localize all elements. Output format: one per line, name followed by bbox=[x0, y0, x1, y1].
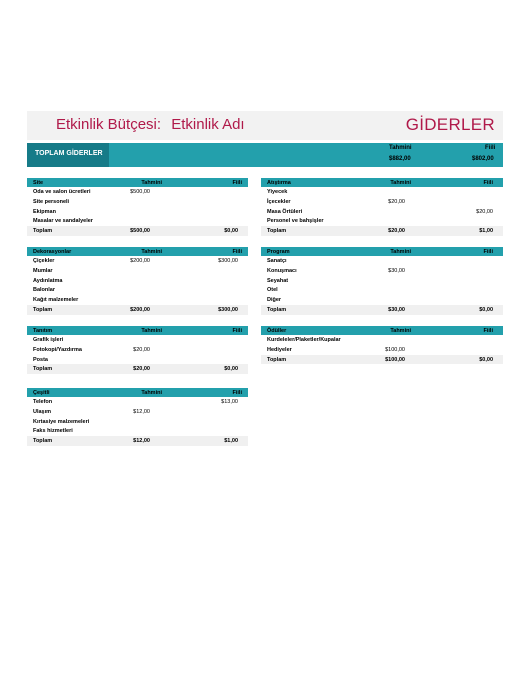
estimated-header: Tahmini bbox=[141, 327, 162, 334]
table-row[interactable] bbox=[261, 207, 503, 217]
row-label: Sanatçı bbox=[267, 258, 287, 264]
section-title: Tanıtım bbox=[33, 327, 53, 334]
total-label: Toplam bbox=[33, 306, 53, 313]
table-row[interactable] bbox=[27, 256, 248, 266]
total-label: Toplam bbox=[267, 306, 287, 313]
section-title: Çeşitli bbox=[33, 389, 50, 396]
total-actual: $0,00 bbox=[479, 356, 493, 363]
total-estimated: $20,00 bbox=[388, 228, 405, 235]
row-label: Diğer bbox=[267, 297, 282, 304]
table-row[interactable] bbox=[27, 207, 248, 217]
table-row[interactable] bbox=[27, 335, 248, 345]
row-label: Yiyecek bbox=[267, 189, 288, 195]
row-label: Faks hizmetleri bbox=[33, 428, 73, 435]
section-decorations bbox=[27, 247, 248, 315]
total-estimated: $500,00 bbox=[130, 228, 150, 235]
total-expenses-label: TOPLAM GİDERLER bbox=[35, 150, 103, 157]
row-label: Masa Örtüleri bbox=[267, 208, 303, 215]
table-row[interactable] bbox=[27, 276, 248, 286]
total-actual: $1,00 bbox=[479, 228, 493, 235]
row-label: Masalar ve sandalyeler bbox=[33, 218, 93, 225]
estimated-header: Tahmini bbox=[390, 179, 411, 186]
total-row bbox=[261, 305, 503, 315]
total-estimated: $12,00 bbox=[133, 438, 150, 445]
total-row bbox=[261, 226, 503, 236]
actual-header: Fiili bbox=[232, 179, 242, 186]
row-label: Aydınlatma bbox=[33, 277, 63, 284]
row-label: Kurdeleler/Plaketler/Kupalar bbox=[267, 337, 341, 343]
row-label: Site personeli bbox=[33, 198, 70, 205]
total-actual-header: Fiili bbox=[485, 145, 496, 151]
section-header bbox=[261, 247, 503, 256]
sheet-heading: GİDERLER bbox=[405, 115, 495, 134]
title-event-name[interactable]: Etkinlik Adı bbox=[171, 116, 245, 133]
table-row[interactable] bbox=[261, 197, 503, 207]
section-miscellaneous bbox=[27, 388, 248, 446]
row-label: Konuşmacı bbox=[267, 267, 297, 274]
row-label: Oda ve salon ücretleri bbox=[33, 189, 91, 195]
section-awards bbox=[261, 326, 503, 364]
estimated-header: Tahmini bbox=[141, 389, 162, 396]
total-actual: $0,00 bbox=[224, 228, 238, 235]
table-row[interactable] bbox=[27, 355, 248, 365]
section-header bbox=[261, 326, 503, 335]
title-budget-label: Etkinlik Bütçesi: bbox=[56, 116, 162, 133]
row-label: Personel ve bahşişler bbox=[267, 218, 324, 225]
actual-header: Fiili bbox=[483, 179, 493, 186]
section-promotion bbox=[27, 326, 248, 374]
estimated-cell[interactable]: $12,00 bbox=[133, 408, 150, 415]
actual-cell[interactable]: $20,00 bbox=[476, 208, 493, 215]
row-label: Hediyeler bbox=[267, 346, 292, 353]
table-row[interactable] bbox=[27, 426, 248, 436]
row-label: Seyahat bbox=[267, 277, 289, 284]
total-row bbox=[27, 305, 248, 315]
actual-header: Fiili bbox=[232, 389, 242, 396]
total-actual: $0,00 bbox=[224, 366, 238, 373]
actual-header: Fiili bbox=[483, 327, 493, 334]
row-label: Posta bbox=[33, 356, 48, 363]
actual-header: Fiili bbox=[232, 327, 242, 334]
total-estimated: $20,00 bbox=[133, 366, 150, 373]
table-row[interactable] bbox=[27, 187, 248, 197]
row-label: Balonlar bbox=[33, 287, 56, 294]
total-estimated: $30,00 bbox=[388, 306, 405, 313]
row-label: İçecekler bbox=[267, 198, 291, 205]
table-row[interactable] bbox=[27, 266, 248, 276]
row-label: Kağıt malzemeler bbox=[33, 297, 79, 304]
section-title: Atıştırma bbox=[267, 179, 291, 186]
section-header bbox=[27, 388, 248, 397]
actual-header: Fiili bbox=[232, 248, 242, 255]
estimated-cell[interactable]: $30,00 bbox=[388, 267, 405, 274]
section-title: Site bbox=[33, 179, 44, 186]
section-header bbox=[27, 326, 248, 335]
total-label: Toplam bbox=[33, 366, 53, 373]
estimated-header: Tahmini bbox=[141, 248, 162, 255]
total-row bbox=[261, 355, 503, 365]
table-row[interactable] bbox=[27, 216, 248, 226]
table-row[interactable] bbox=[261, 256, 503, 266]
total-row bbox=[27, 226, 248, 236]
section-header bbox=[27, 178, 248, 187]
total-row bbox=[27, 436, 248, 446]
estimated-header: Tahmini bbox=[390, 327, 411, 334]
table-row[interactable] bbox=[27, 397, 248, 407]
estimated-cell[interactable]: $500,00 bbox=[130, 189, 150, 195]
estimated-cell[interactable]: $20,00 bbox=[133, 346, 150, 353]
table-row[interactable] bbox=[261, 285, 503, 295]
title-band bbox=[27, 111, 503, 140]
table-row[interactable] bbox=[27, 295, 248, 305]
table-row[interactable] bbox=[27, 197, 248, 207]
total-row bbox=[27, 364, 248, 374]
total-label: Toplam bbox=[267, 356, 287, 363]
total-expenses-bar bbox=[27, 143, 503, 167]
table-row[interactable] bbox=[261, 335, 503, 345]
row-label: Grafik işleri bbox=[33, 337, 64, 343]
section-title: Dekorasyonlar bbox=[33, 248, 72, 255]
row-label: Otel bbox=[267, 287, 278, 294]
total-estimated-value: $882,00 bbox=[389, 156, 411, 162]
total-actual: $0,00 bbox=[479, 306, 493, 313]
actual-cell[interactable]: $13,00 bbox=[221, 399, 238, 405]
estimated-header: Tahmini bbox=[141, 179, 162, 186]
table-row[interactable] bbox=[261, 295, 503, 305]
total-estimated-header: Tahmini bbox=[389, 145, 412, 151]
table-row[interactable] bbox=[27, 285, 248, 295]
table-row[interactable] bbox=[27, 345, 248, 355]
total-label: Toplam bbox=[267, 228, 287, 235]
total-actual-value: $802,00 bbox=[472, 156, 494, 162]
table-row[interactable] bbox=[27, 417, 248, 427]
total-actual: $300,00 bbox=[218, 306, 238, 313]
estimated-cell[interactable]: $100,00 bbox=[385, 346, 405, 353]
row-label: Ulaşım bbox=[33, 408, 52, 415]
total-label: Toplam bbox=[33, 228, 53, 235]
table-row[interactable] bbox=[261, 187, 503, 197]
section-program bbox=[261, 247, 503, 315]
table-row[interactable] bbox=[261, 345, 503, 355]
row-label: Kırtasiye malzemeleri bbox=[33, 418, 90, 425]
row-label: Fotokopi/Yazdırma bbox=[33, 346, 82, 353]
section-site bbox=[27, 178, 248, 236]
actual-header: Fiili bbox=[483, 248, 493, 255]
section-title: Program bbox=[267, 248, 290, 255]
total-estimated: $200,00 bbox=[130, 306, 150, 313]
actual-cell[interactable]: $300,00 bbox=[218, 258, 238, 264]
table-row[interactable] bbox=[261, 276, 503, 286]
estimated-cell[interactable]: $200,00 bbox=[130, 258, 150, 264]
total-label-block bbox=[27, 143, 109, 167]
estimated-cell[interactable]: $20,00 bbox=[388, 198, 405, 205]
table-row[interactable] bbox=[27, 407, 248, 417]
total-label: Toplam bbox=[33, 438, 53, 445]
section-header bbox=[261, 178, 503, 187]
table-row[interactable] bbox=[261, 216, 503, 226]
total-estimated: $100,00 bbox=[385, 356, 405, 363]
row-label: Telefon bbox=[33, 399, 53, 405]
table-row[interactable] bbox=[261, 266, 503, 276]
section-header bbox=[27, 247, 248, 256]
row-label: Çiçekler bbox=[33, 258, 55, 264]
row-label: Mumlar bbox=[33, 267, 53, 274]
page-title bbox=[56, 116, 245, 133]
section-refreshments bbox=[261, 178, 503, 236]
estimated-header: Tahmini bbox=[390, 248, 411, 255]
total-actual: $1,00 bbox=[224, 438, 238, 445]
section-title: Ödüller bbox=[267, 327, 287, 334]
row-label: Ekipman bbox=[33, 208, 56, 215]
